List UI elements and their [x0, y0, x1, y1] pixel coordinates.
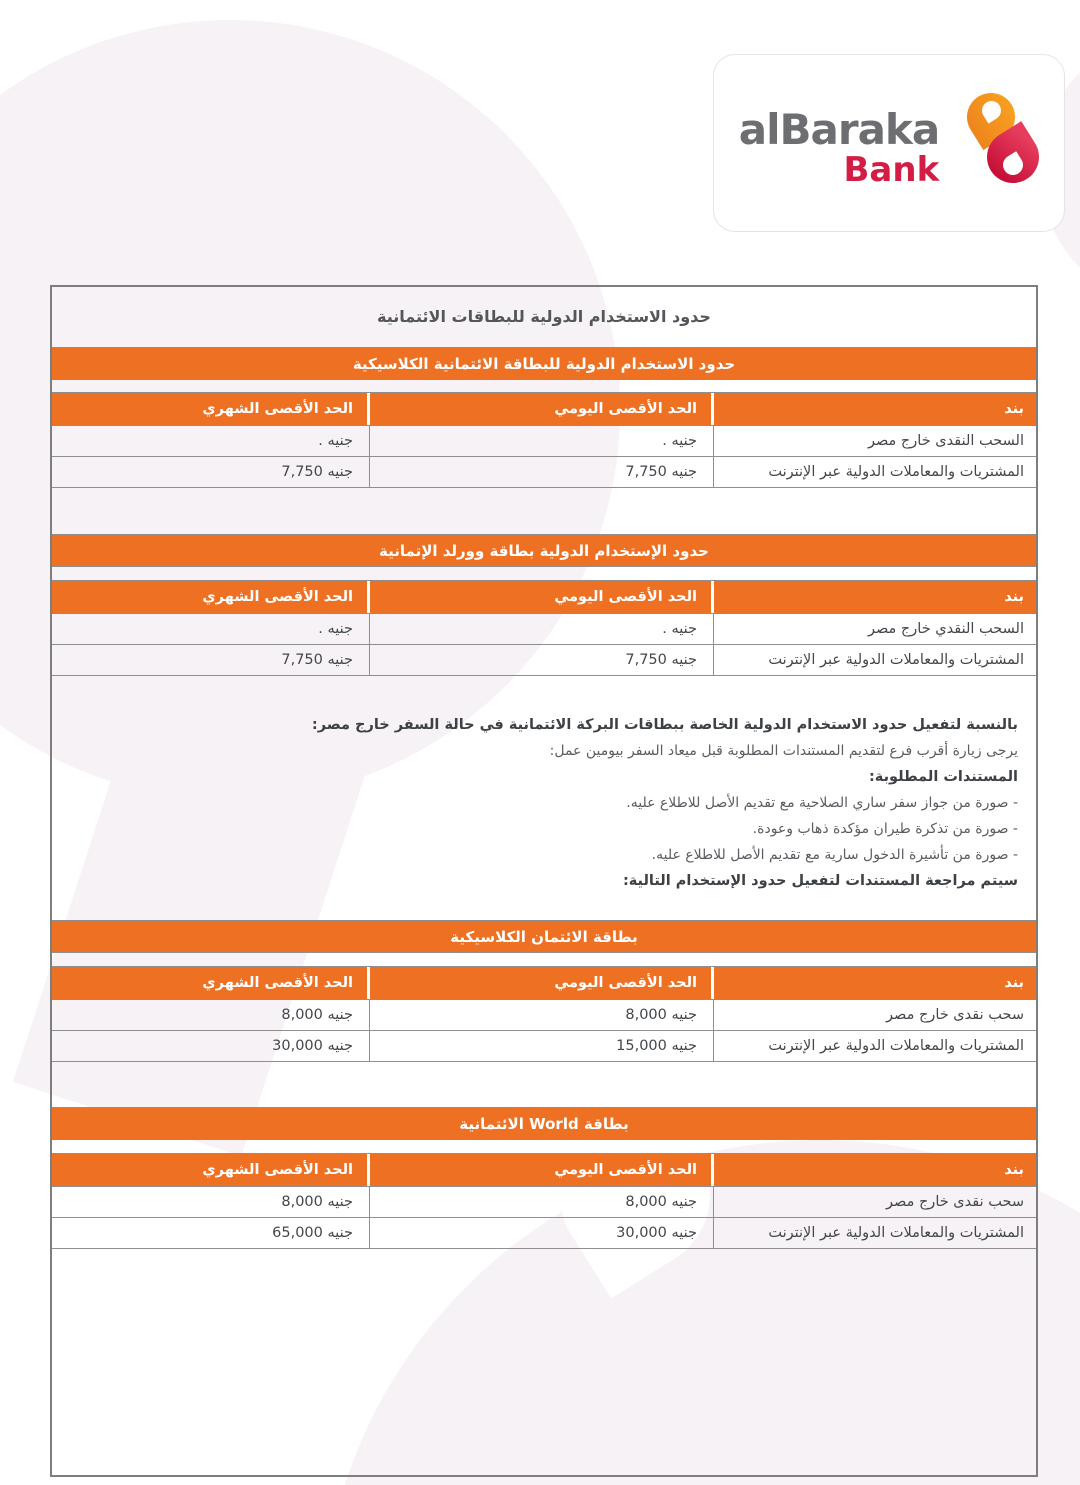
limits-table-world [52, 1153, 1036, 1249]
table-row [52, 1217, 1036, 1248]
table-row [52, 613, 1036, 644]
col-header-daily: الحد الأقصى اليومي [370, 393, 714, 425]
albaraka-logo-card [713, 54, 1065, 232]
monthly-limit-value: 30,000 جنيه [52, 1031, 370, 1061]
limits-table-classic [52, 966, 1036, 1062]
row-label: المشتريات والمعاملات الدولية عبر الإنترنت [768, 1225, 1024, 1241]
monthly-limit-value: . جنيه [52, 614, 370, 644]
section-banner-classic-intl: حدود الاستخدام الدولية للبطاقة الائتمانية الكلاسيكية [52, 347, 1036, 380]
row-label: سحب نقدى خارج مصر [886, 1194, 1024, 1210]
col-header-monthly: الحد الأقصى الشهري [52, 967, 370, 999]
table-row [52, 456, 1036, 487]
row-label: السحب النقدي خارج مصر [867, 621, 1024, 637]
col-header-item: بند [714, 581, 1036, 613]
notice-doc-item: - صورة من جواز سفر ساري الصلاحية مع تقديم الأصل للاطلاع عليه. [626, 795, 1018, 811]
table-row [52, 425, 1036, 456]
travel-activation-notice [52, 698, 1036, 894]
albaraka-logo-wordmark [738, 105, 940, 190]
section-banner-world-intl: حدود الإستخدام الدولية بطاقة وورلد الإتمانية [52, 534, 1036, 567]
daily-limit-value: 7,750 جنيه [370, 457, 714, 487]
table-row [52, 1186, 1036, 1217]
daily-limit-value: . جنيه [370, 614, 714, 644]
table-row [52, 644, 1036, 675]
daily-limit-value: 30,000 جنيه [370, 1218, 714, 1248]
daily-limit-value: 8,000 جنيه [370, 1187, 714, 1217]
row-label: المشتريات والمعاملات الدولية عبر الإنترنت [768, 652, 1024, 668]
col-header-monthly: الحد الأقصى الشهري [52, 1154, 370, 1186]
col-header-daily: الحد الأقصى اليومي [370, 581, 714, 613]
notice-doc-item: - صورة من تذكرة طيران مؤكدة ذهاب وعودة. [752, 821, 1018, 837]
row-label: المشتريات والمعاملات الدولية عبر الإنترنت [768, 1038, 1024, 1054]
notice-intro-bold: بالنسبة لتفعيل حدود الاستخدام الدولية الخاصة ببطاقات البركة الائتمانية في حالة السفر خارج مصر: [311, 717, 1018, 733]
monthly-limit-value: . جنيه [52, 426, 370, 456]
col-header-monthly: الحد الأقصى الشهري [52, 581, 370, 613]
row-label: السحب النقدى خارج مصر [867, 433, 1024, 449]
daily-limit-value: 15,000 جنيه [370, 1031, 714, 1061]
logo-name-bank: Bank [843, 150, 940, 190]
table-header-row [52, 1154, 1036, 1186]
col-header-item: بند [714, 393, 1036, 425]
section-banner-classic: بطاقة الائتمان الكلاسيكية [52, 920, 1036, 953]
limits-document-box [50, 285, 1038, 1477]
monthly-limit-value: 7,750 جنيه [52, 645, 370, 675]
col-header-daily: الحد الأقصى اليومي [370, 967, 714, 999]
monthly-limit-value: 8,000 جنيه [52, 1000, 370, 1030]
col-header-monthly: الحد الأقصى الشهري [52, 393, 370, 425]
page-title: حدود الاستخدام الدولية للبطاقات الائتمانية [377, 307, 711, 326]
row-label: سحب نقدى خارج مصر [886, 1007, 1024, 1023]
table-header-row [52, 967, 1036, 999]
monthly-limit-value: 7,750 جنيه [52, 457, 370, 487]
daily-limit-value: 7,750 جنيه [370, 645, 714, 675]
notice-docs-heading: المستندات المطلوبة: [868, 769, 1018, 785]
monthly-limit-value: 65,000 جنيه [52, 1218, 370, 1248]
monthly-limit-value: 8,000 جنيه [52, 1187, 370, 1217]
daily-limit-value: 8,000 جنيه [370, 1000, 714, 1030]
logo-name-albaraka: alBaraka [738, 105, 940, 154]
table-header-row [52, 393, 1036, 425]
limits-table-world-intl [52, 580, 1036, 676]
col-header-item: بند [714, 967, 1036, 999]
col-header-item: بند [714, 1154, 1036, 1186]
limits-table-classic-intl [52, 392, 1036, 488]
notice-intro: يرجى زيارة أقرب فرع لتقديم المستندات المطلوبة قبل ميعاد السفر بيومين عمل: [549, 743, 1018, 759]
notice-outro-bold: سيتم مراجعة المستندات لتفعيل حدود الإستخدام التالية: [622, 873, 1018, 889]
notice-doc-item: - صورة من تأشيرة الدخول سارية مع تقديم الأصل للاطلاع عليه. [651, 847, 1018, 863]
section-banner-world: بطاقة World الائتمانية [52, 1107, 1036, 1140]
table-row [52, 1030, 1036, 1061]
daily-limit-value: . جنيه [370, 426, 714, 456]
table-header-row [52, 581, 1036, 613]
table-row [52, 999, 1036, 1030]
albaraka-drops-icon [951, 87, 1039, 199]
col-header-daily: الحد الأقصى اليومي [370, 1154, 714, 1186]
row-label: المشتريات والمعاملات الدولية عبر الإنترنت [768, 464, 1024, 480]
